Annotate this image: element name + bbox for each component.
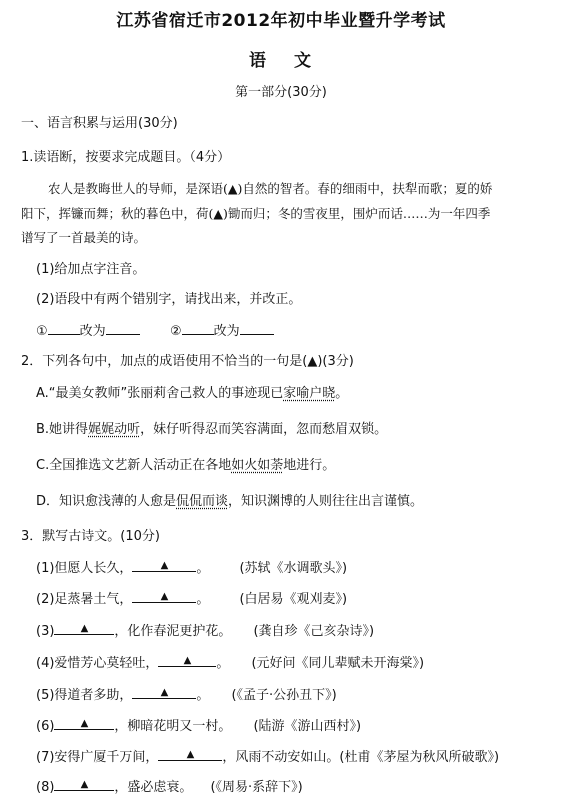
q3-item-3 [36, 620, 374, 639]
q1-passage-line-3: 谱写了一首最美的诗。 [21, 230, 147, 245]
poem-text: ，柳暗花明又一村。 [114, 719, 232, 734]
triangle-icon: ▲ [160, 560, 169, 571]
poem-text: ，化作春泥更护花。 [114, 624, 232, 639]
answer-blank[interactable] [158, 748, 222, 761]
q1-passage-line-2: 阳下，挥镰而舞；秋的暮色中，荷(▲)锄而归；冬的雪夜里，围炉而话……为一年四季 [21, 206, 491, 221]
answer-blank[interactable] [240, 322, 274, 335]
option-text: B.她讲得 [36, 422, 89, 437]
answer-blank[interactable] [158, 654, 216, 667]
poem-text: (4)爱惜芳心莫轻吐， [36, 656, 159, 671]
part-heading: 第一部分(30分) [235, 85, 327, 100]
answer-blank[interactable] [54, 622, 114, 635]
poem-source: (元好问《同儿辈赋未开海棠》) [251, 656, 425, 671]
triangle-icon: ▲ [183, 655, 192, 666]
dotted-idiom: 如火如荼 [231, 458, 284, 473]
q3-item-4 [36, 652, 424, 671]
dotted-idiom: 侃侃而谈 [176, 494, 229, 509]
triangle-icon: ▲ [80, 623, 89, 634]
poem-source: (《孟子·公孙丑下》) [231, 688, 337, 703]
q1-sub2: (2)语段中有两个错别字，请找出来，并改正。 [36, 292, 302, 307]
q2-option-b [36, 418, 387, 437]
triangle-icon: ▲ [160, 687, 169, 698]
q1-answer-row [36, 320, 274, 339]
q2-option-c [36, 454, 335, 473]
triangle-icon: ▲ [186, 749, 195, 760]
option-text: C.全国推选文艺新人活动正在各地 [36, 458, 232, 473]
q1-passage-line-1: 农人是教晦世人的导师，是深语(▲)自然的智者。春的细雨中，扶犁而歌；夏的娇 [48, 181, 493, 196]
q3-item-1 [36, 557, 347, 576]
option-text: D．知识愈浅薄的人愈是 [36, 494, 177, 509]
poem-text: 。 [196, 561, 210, 576]
exam-title: 江苏省宿迁市2012年初中毕业暨升学考试 [116, 11, 446, 31]
poem-source: (苏轼《水调歌头》) [239, 561, 348, 576]
answer-marker-2: ② [169, 324, 182, 339]
q3-item-8 [36, 776, 303, 795]
answer-blank[interactable] [48, 322, 80, 335]
q3-item-7 [36, 746, 499, 765]
answer-blank[interactable] [182, 322, 214, 335]
q2-option-a [36, 382, 348, 401]
triangle-icon: ▲ [160, 591, 169, 602]
q2-option-d [36, 490, 423, 509]
poem-text: ，盛必虑衰。 [114, 780, 193, 795]
poem-source: (陆游《游山西村》) [253, 719, 362, 734]
poem-source: (白居易《观刈麦》) [239, 592, 348, 607]
q3-item-6 [36, 715, 361, 734]
section-heading: 一、语言积累与运用(30分) [21, 116, 178, 131]
q1-sub1: (1)给加点字注音。 [36, 262, 146, 277]
q3-item-2 [36, 588, 347, 607]
change-label: 改为 [213, 324, 240, 339]
triangle-icon: ▲ [80, 718, 89, 729]
poem-text: (5)得道者多助， [36, 688, 133, 703]
q1-stem: 1.读语断，按要求完成题目。（4分） [21, 150, 231, 165]
q3-stem: 3．默写古诗文。(10分) [21, 529, 160, 544]
option-text: ，妹仔听得忍而笑容满面，忽而愁眉双锁。 [140, 422, 388, 437]
answer-blank[interactable] [132, 686, 196, 699]
poem-text: (1)但愿人长久， [36, 561, 133, 576]
poem-text: (3) [36, 624, 55, 639]
poem-text: 。 [196, 688, 210, 703]
answer-blank[interactable] [132, 559, 196, 572]
poem-text: (2)足蒸暑土气， [36, 592, 133, 607]
poem-text: (7)安得广厦千万间， [36, 750, 159, 765]
answer-marker-1: ① [36, 324, 48, 339]
poem-text: (8) [36, 780, 55, 795]
option-text: 地进行。 [283, 458, 336, 473]
poem-text: ，风雨不动安如山。(杜甫《茅屋为秋风所破歌》) [222, 750, 500, 765]
dotted-idiom: 家喻户晓 [283, 386, 336, 401]
poem-text: 。 [196, 592, 210, 607]
dotted-idiom: 娓娓动听 [88, 422, 141, 437]
answer-blank[interactable] [106, 322, 140, 335]
answer-blank[interactable] [54, 717, 114, 730]
poem-text: (6) [36, 719, 55, 734]
q3-item-5 [36, 684, 337, 703]
poem-source: (龚自珍《己亥杂诗》) [253, 624, 375, 639]
change-label: 改为 [79, 324, 106, 339]
answer-blank[interactable] [54, 778, 114, 791]
subject-title: 语文 [249, 51, 339, 71]
poem-source: (《周易·系辞下》) [210, 780, 303, 795]
option-text: A.“最美女教师”张丽莉舍己救人的事迹现已 [36, 386, 284, 401]
answer-blank[interactable] [132, 590, 196, 603]
q2-stem: 2．下列各句中，加点的成语使用不恰当的一句是(▲)(3分) [21, 354, 354, 369]
triangle-icon: ▲ [80, 779, 89, 790]
poem-text: 。 [216, 656, 230, 671]
option-text: ，知识渊博的人则往往出言谨慎。 [228, 494, 424, 509]
option-text: 。 [335, 386, 349, 401]
